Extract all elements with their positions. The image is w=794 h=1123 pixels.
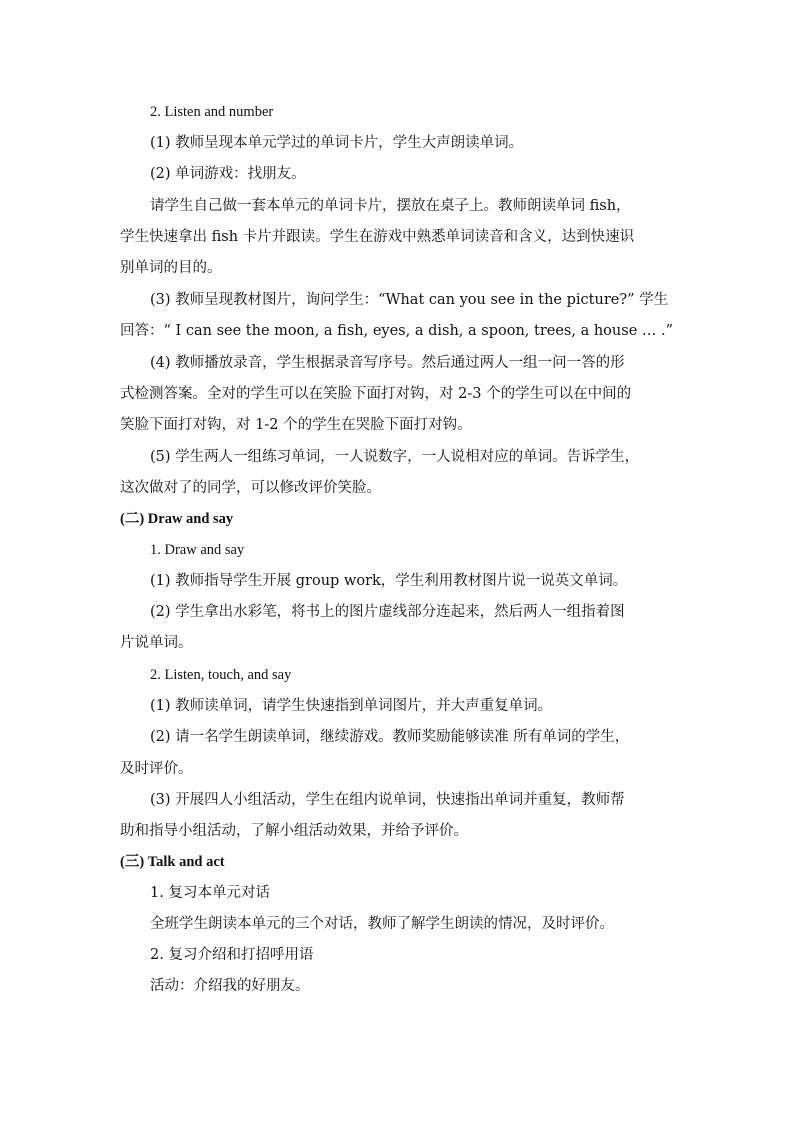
paragraph-line: 笑脸下面打对钩，对 1-2 个的学生在哭脸下面打对钩。 bbox=[120, 417, 472, 433]
paragraph-line: (1) 教师读单词，请学生快速指到单词图片，并大声重复单词。 bbox=[150, 698, 553, 714]
paragraph-line: (3) 开展四人小组活动，学生在组内说单词，快速指出单词并重复，教师帮 bbox=[150, 792, 625, 808]
subheading-draw-and-say: 1. Draw and say bbox=[150, 542, 245, 558]
paragraph-line: 回答：“ I can see the moon, a fish, eyes, a dish, a spoon, trees, a house … .” bbox=[120, 323, 674, 339]
section-heading-draw-and-say: (二) Draw and say bbox=[120, 511, 234, 527]
paragraph-line: 全班学生朗读本单元的三个对话，教师了解学生朗读的情况，及时评价。 bbox=[150, 916, 614, 932]
paragraph-line: (5) 学生两人一组练习单词，一人说数字，一人说相对应的单词。告诉学生， bbox=[150, 449, 640, 465]
section-heading-talk-and-act: (三) Talk and act bbox=[120, 854, 225, 870]
paragraph-line: (3) 教师呈现教材图片，询问学生：“What can you see in the picture?” 学生 bbox=[150, 292, 669, 308]
subheading-review-greetings: 2. 复习介绍和打招呼用语 bbox=[150, 947, 314, 963]
paragraph-line: (1) 教师呈现本单元学过的单词卡片，学生大声朗读单词。 bbox=[150, 135, 524, 151]
paragraph-line: (2) 请一名学生朗读单词，继续游戏。教师奖励能够读准 所有单词的学生， bbox=[150, 729, 630, 745]
paragraph-line: (2) 学生拿出水彩笔，将书上的图片虚线部分连起来，然后两人一组指着图 bbox=[150, 604, 625, 620]
paragraph-line: 别单词的目的。 bbox=[120, 260, 222, 276]
paragraph-line: 这次做对了的同学，可以修改评价笑脸。 bbox=[120, 480, 381, 496]
heading-listen-and-number: 2. Listen and number bbox=[150, 104, 274, 120]
paragraph-line: (4) 教师播放录音，学生根据录音写序号。然后通过两人一组一问一答的形 bbox=[150, 355, 625, 371]
paragraph-line: 请学生自己做一套本单元的单词卡片，摆放在桌子上。教师朗读单词 fish， bbox=[150, 198, 631, 214]
paragraph-line: 活动：介绍我的好朋友。 bbox=[150, 978, 310, 994]
paragraph-line: 及时评价。 bbox=[120, 761, 193, 777]
paragraph-line: 学生快速拿出 fish 卡片并跟读。学生在游戏中熟悉单词读音和含义，达到快速识 bbox=[120, 229, 635, 245]
paragraph-line: 助和指导小组活动，了解小组活动效果，并给予评价。 bbox=[120, 823, 468, 839]
subheading-listen-touch-and-say: 2. Listen, touch, and say bbox=[150, 667, 292, 683]
paragraph-line: 片说单词。 bbox=[120, 635, 193, 651]
paragraph-line: 式检测答案。全对的学生可以在笑脸下面打对钩，对 2-3 个的学生可以在中间的 bbox=[120, 386, 632, 402]
paragraph-line: (1) 教师指导学生开展 group work，学生利用教材图片说一说英文单词。 bbox=[150, 573, 628, 589]
paragraph-line: (2) 单词游戏：找朋友。 bbox=[150, 166, 306, 182]
subheading-review-dialogues: 1. 复习本单元对话 bbox=[150, 885, 270, 901]
